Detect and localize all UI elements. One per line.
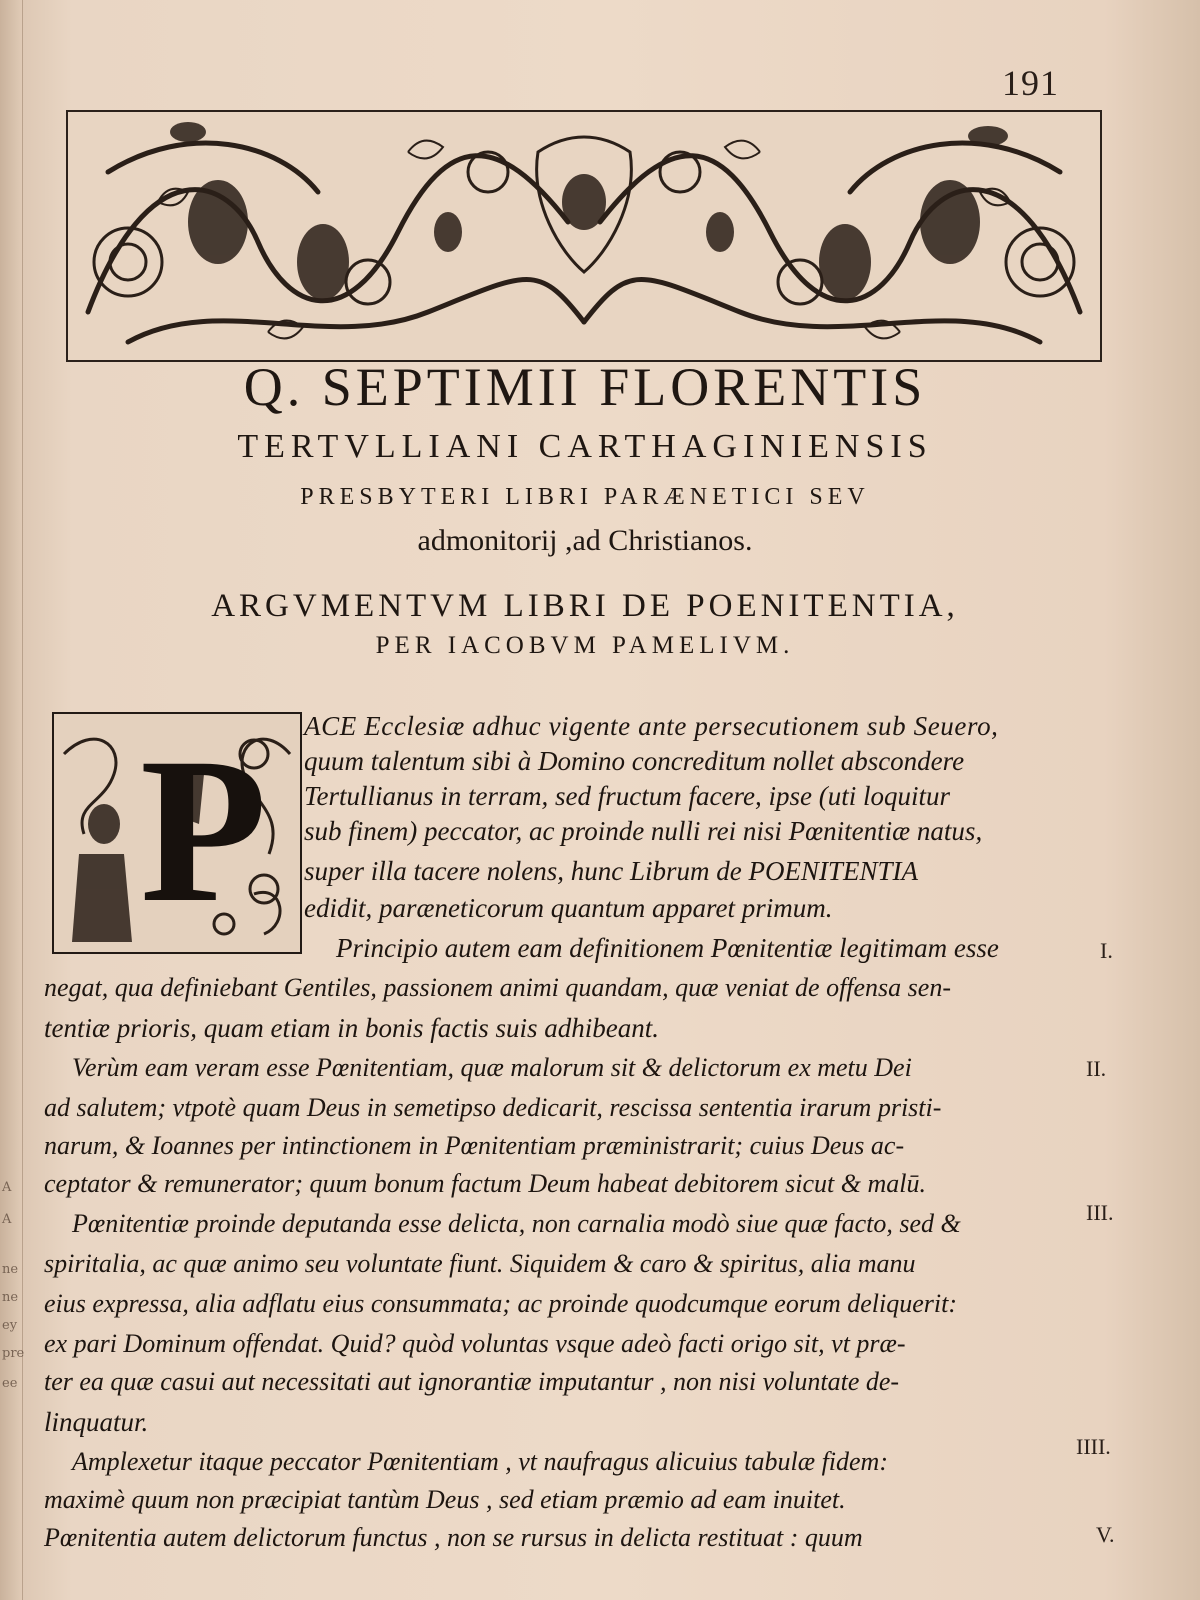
headpiece-ornament-icon bbox=[68, 112, 1100, 360]
margin-note: V. bbox=[1096, 1522, 1115, 1547]
edge-fragment: ey bbox=[2, 1318, 18, 1333]
title-line-1: Q. SEPTIMII FLORENTIS bbox=[243, 357, 927, 417]
page-number: 191 bbox=[1002, 63, 1059, 103]
body-line: narum, & Ioannes per intinctionem in Pœnitentiam præministrarit; cuius Deus ac- bbox=[44, 1131, 905, 1160]
body-line: linquatur. bbox=[44, 1407, 149, 1437]
subtitle-line-2: PER IACOBVM PAMELIVM. bbox=[375, 632, 795, 659]
body-line: ter ea quæ casui aut necessitati aut ignorantiæ imputantur , non nisi voluntate de- bbox=[44, 1367, 900, 1396]
body-line: Principio autem eam definitionem Pœnitentiæ legitimam esse bbox=[336, 933, 999, 963]
edge-fragment: ee bbox=[2, 1376, 18, 1391]
edge-fragment: pre bbox=[2, 1346, 25, 1361]
body-line: eius expressa, alia adflatu eius consummata; ac proinde quodcumque eorum deliquerit: bbox=[44, 1289, 957, 1318]
body-line: ex pari Dominum offendat. Quid? quòd voluntas vsque adeò facti origo sit, vt præ- bbox=[44, 1329, 906, 1358]
decorated-initial bbox=[52, 712, 302, 954]
body-line: Tertullianus in terram, sed fructum facere, ipse (uti loquitur bbox=[304, 781, 950, 811]
edge-fragment: A bbox=[2, 1212, 12, 1227]
body-line: ad salutem; vtpotè quam Deus in semetipso dedicarit, rescissa sententia irarum pristi- bbox=[44, 1093, 942, 1122]
body-line: Pœnitentiæ proinde deputanda esse delicta, non carnalia modò siue quæ facto, sed & bbox=[72, 1209, 961, 1238]
title-line-3: PRESBYTERI LIBRI PARÆNETICI SEV bbox=[300, 484, 870, 510]
margin-note: II. bbox=[1086, 1056, 1107, 1081]
subtitle-line-1: ARGVMENTVM LIBRI DE POENITENTIA, bbox=[211, 588, 959, 624]
margin-note: III. bbox=[1086, 1200, 1114, 1225]
body-line: ACE Ecclesiæ adhuc vigente ante persecutionem sub Seuero, bbox=[304, 711, 999, 741]
body-line: super illa tacere nolens, hunc Librum de POENITENTIA bbox=[304, 856, 918, 886]
title-line-4: admonitorij ,ad Christianos. bbox=[417, 524, 753, 557]
margin-note: I. bbox=[1100, 938, 1113, 963]
body-line: spiritalia, ac quæ animo seu voluntate fiunt. Siquidem & caro & spiritus, alia manu bbox=[44, 1249, 916, 1278]
body-line: edidit, paræneticorum quantum apparet primum. bbox=[304, 893, 833, 923]
adjacent-page-edge bbox=[0, 0, 23, 1600]
body-line: sub finem) peccator, ac proinde nulli rei nisi Pœnitentiæ natus, bbox=[304, 816, 983, 846]
body-line: ceptator & remunerator; quum bonum factum Deum habeat debitorem sicut & malū. bbox=[44, 1169, 926, 1198]
ornamental-headpiece bbox=[66, 110, 1102, 362]
body-line: tentiæ prioris, quam etiam in bonis factis suis adhibeant. bbox=[44, 1013, 660, 1043]
edge-fragment: ne bbox=[2, 1262, 19, 1277]
initial-letter: P bbox=[140, 715, 268, 945]
body-line: Amplexetur itaque peccator Pœnitentiam , vt naufragus alicuius tabulæ fidem: bbox=[72, 1447, 888, 1476]
edge-fragment: ne bbox=[2, 1290, 19, 1305]
body-line: Verùm eam veram esse Pœnitentiam, quæ malorum sit & delictorum ex metu Dei bbox=[72, 1053, 912, 1082]
margin-note: IIII. bbox=[1076, 1434, 1111, 1459]
edge-fragment: A bbox=[2, 1180, 12, 1195]
body-line: Pœnitentia autem delictorum functus , non se rursus in delicta restituat : quum bbox=[44, 1523, 863, 1552]
body-line: maximè quum non præcipiat tantùm Deus , sed etiam præmio ad eam inuitet. bbox=[44, 1485, 846, 1514]
body-line: quum talentum sibi à Domino concreditum nollet abscondere bbox=[304, 746, 965, 776]
body-line: negat, qua definiebant Gentiles, passionem animi quandam, quæ veniat de offensa sen- bbox=[44, 973, 951, 1002]
title-line-2: TERTVLLIANI CARTHAGINIENSIS bbox=[237, 428, 933, 465]
